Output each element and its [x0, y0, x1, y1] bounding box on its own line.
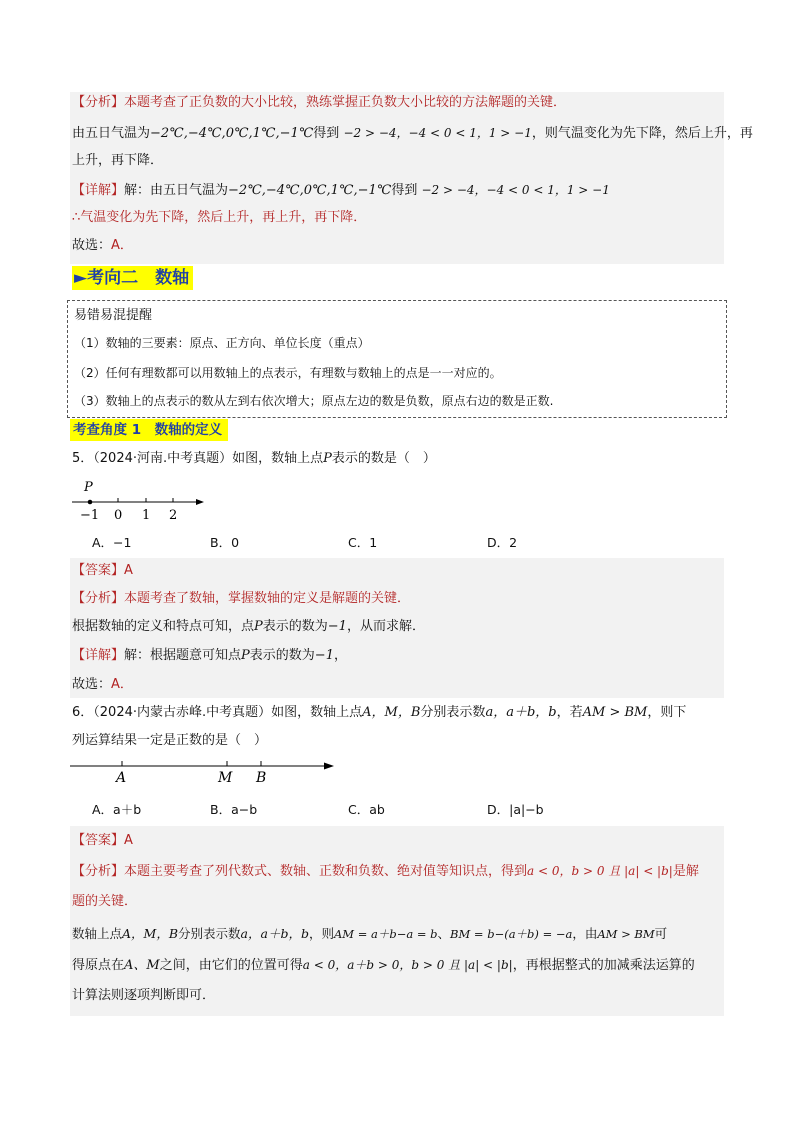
- q6-stem: 6．（2024·内蒙古赤峰.中考真题）如图，数轴上点A，M，B分别表示数a，a＋b，b，若AM > BM，则下: [72, 705, 687, 720]
- q6-reason-3: 计算法则逐项判断即可．: [72, 988, 216, 1003]
- axis-label-a: A: [116, 770, 127, 786]
- tip-item: （2）任何有理数都可以用数轴上的点表示，有理数与数轴上的点是一一对应的。: [74, 366, 502, 380]
- axis-label: −1: [80, 508, 100, 523]
- option-c: C．1: [348, 535, 378, 550]
- q5-number-line: [70, 474, 210, 524]
- axis-label: 0: [114, 508, 123, 523]
- q5-choose: 故选：A．: [72, 677, 133, 692]
- q5-answer: 【答案】A: [72, 563, 133, 578]
- tip-item: （1）数轴的三要素：原点、正方向、单位长度（重点）: [74, 336, 370, 350]
- axis-label: 2: [169, 508, 178, 523]
- angle-heading: 考查角度 1 数轴的定义: [70, 419, 228, 441]
- axis-label-b: B: [256, 770, 267, 786]
- therefore-line: ∴气温变化为先下降，然后上升，再上升，再下降．: [72, 210, 367, 225]
- q6-reason-1: 数轴上点A，M，B分别表示数a，a＋b，b，则AM = a＋b−a = b、BM = b−(a＋b) = −a，由AM > BM可: [72, 926, 668, 941]
- q6-stem-2: 列运算结果一定是正数的是（ ）: [72, 733, 268, 748]
- q6-number-line: [70, 752, 340, 788]
- option-b: B．0: [210, 535, 240, 550]
- q5-detail: 【详解】解：根据题意可知点P表示的数为−1，: [72, 648, 347, 663]
- tip-item: （3）数轴上的点表示的数从左到右依次增大；原点左边的数是负数，原点右边的数是正数.: [74, 394, 554, 408]
- q6-reason-2: 得原点在A、M之间，由它们的位置可得a < 0，a＋b > 0，b > 0 且 |a| < |b|，再根据整式的加减乘法运算的: [72, 958, 695, 973]
- q6-options: [0, 801, 794, 819]
- q6-analysis-2: 题的关键．: [72, 894, 138, 909]
- option-d: D．|a|−b: [487, 802, 544, 817]
- detail-line: 【详解】解：由五日气温为−2℃,−4℃,0℃,1℃,−1℃得到 −2 > −4，−4 < 0 < 1，1 > −1: [72, 183, 610, 198]
- q6-answer: 【答案】A: [72, 833, 133, 848]
- q5-reason: 根据数轴的定义和特点可知，点P表示的数为−1，从而求解．: [72, 619, 425, 634]
- option-c: C．ab: [348, 802, 385, 817]
- point-p-dot: [88, 500, 93, 505]
- tip-title: 易错易混提醒: [74, 308, 153, 323]
- point-p-label: P: [84, 480, 93, 495]
- analysis-tag: 【分析】: [72, 95, 125, 110]
- q5-options: [0, 534, 794, 552]
- q5-stem: 5．（2024·河南.中考真题）如图，数轴上点P表示的数是（ ）: [72, 451, 436, 466]
- option-d: D．2: [487, 535, 518, 550]
- q6-analysis: 【分析】本题主要考查了列代数式、数轴、正数和负数、绝对值等知识点，得到a < 0，b > 0 且 |a| < |b|是解: [72, 864, 699, 879]
- tip-box: [67, 300, 727, 418]
- option-a: A．−1: [92, 535, 132, 550]
- detail-tag: 【详解】: [72, 183, 125, 198]
- option-b: B．a−b: [210, 802, 258, 817]
- solution-block-top: [70, 92, 724, 264]
- section-heading: ►考向二 数轴: [72, 266, 193, 290]
- axis-label-m: M: [218, 770, 233, 786]
- analysis-line: 【分析】本题考查了正负数的大小比较，熟练掌握正负数大小比较的方法解题的关键．: [72, 95, 567, 110]
- axis-label: 1: [142, 508, 151, 523]
- reason-line-1: 由五日气温为−2℃,−4℃,0℃,1℃,−1℃得到 −2 > −4，−4 < 0 < 1，1 > −1，则气温变化为先下降，然后上升，再: [72, 126, 753, 141]
- reason-line-2: 上升，再下降．: [72, 153, 164, 168]
- option-a: A．a＋b: [92, 802, 142, 817]
- choose-line: 故选：A．: [72, 238, 133, 253]
- q5-analysis: 【分析】本题考查了数轴，掌握数轴的定义是解题的关键．: [72, 591, 411, 606]
